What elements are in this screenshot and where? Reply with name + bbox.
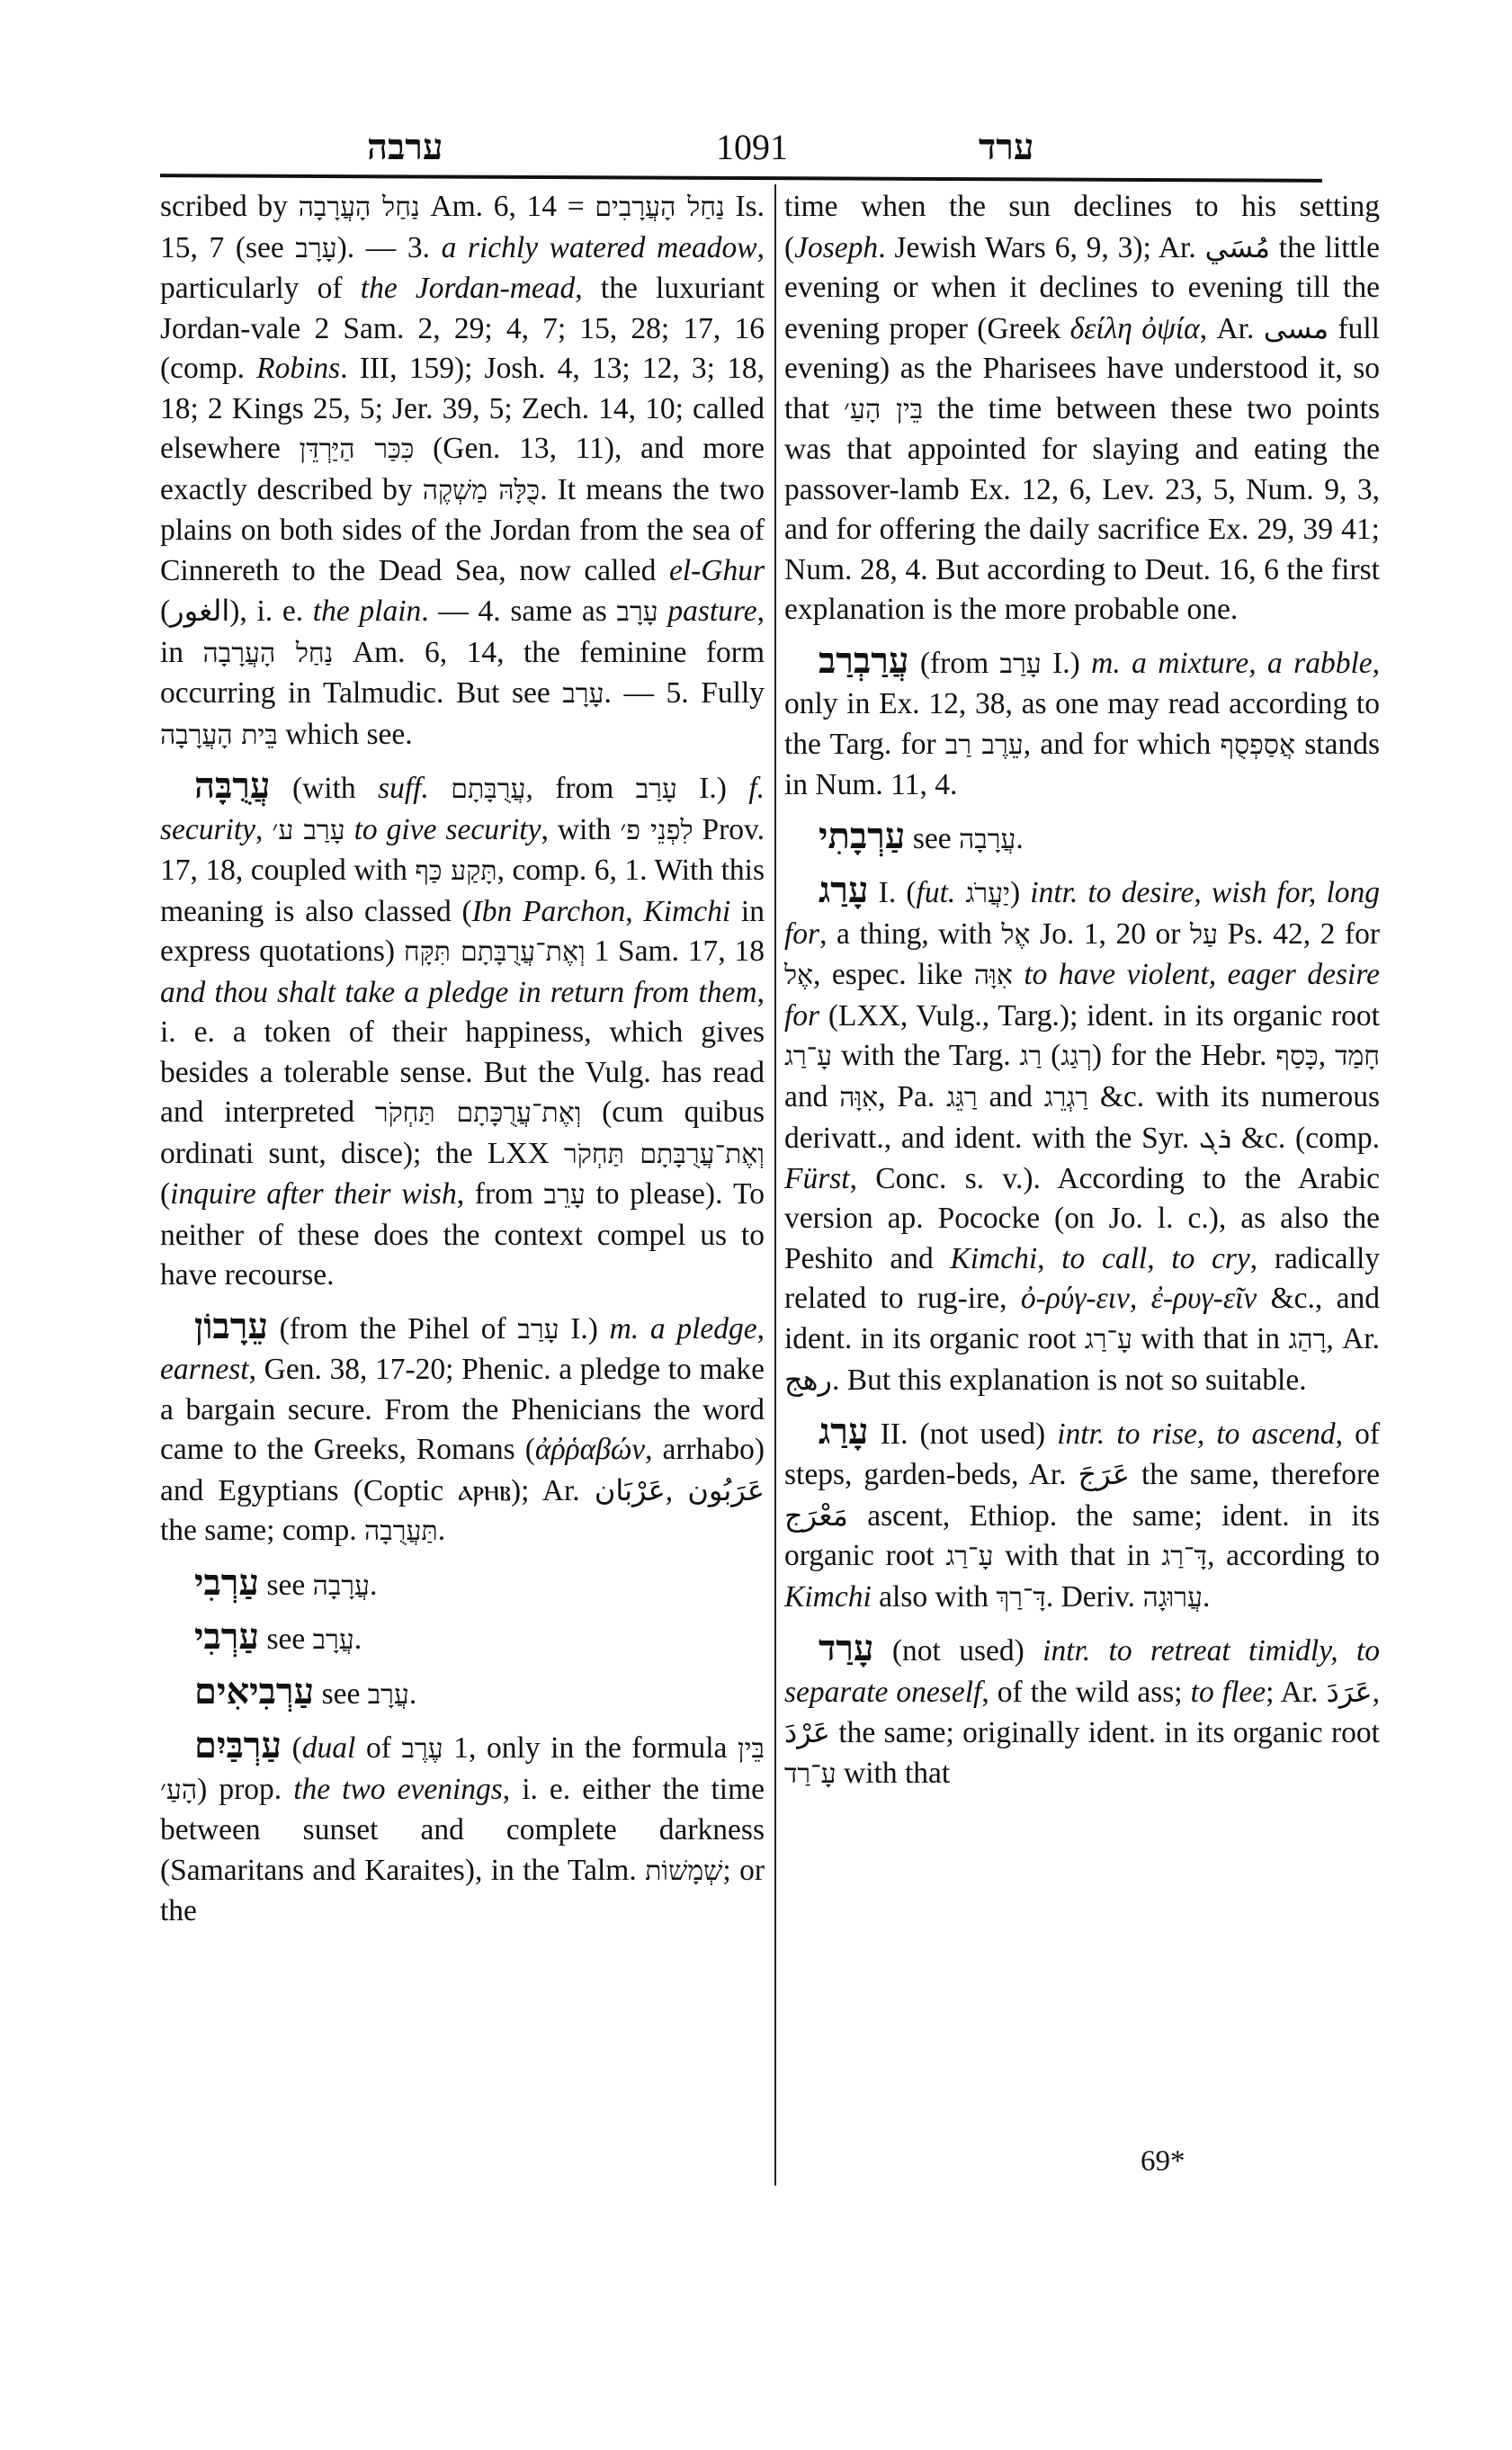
running-head-left-word: ערבה	[367, 126, 443, 168]
hebrew-text: עֲרוּגָה	[1142, 1581, 1203, 1614]
headword: עֵרָבוֹן	[194, 1304, 268, 1347]
hebrew-text: וְאֶת־עֲרֻכָּתָם תַּחְקֹר	[374, 1097, 582, 1129]
syriac-text: ܪܓ	[1199, 1121, 1232, 1155]
headword: עֲרֻבָּה	[194, 765, 271, 807]
hebrew-text: רְגַג	[1060, 1041, 1092, 1072]
hebrew-text: כָּסַף	[1275, 1041, 1319, 1072]
entry-arviim: עַרְבִיאִים see עֲרָב.	[194, 1669, 417, 1712]
hebrew-text: אֶל	[1001, 918, 1031, 951]
hebrew-text: לִפְנֵי פ׳	[620, 814, 693, 846]
hebrew-text: רָהַג	[1288, 1323, 1327, 1355]
hebrew-text: עָרֵב	[543, 1179, 586, 1211]
hebrew-text: כֻּלָּהּ מַשְׁקֶה	[422, 474, 541, 506]
entry-arvati: עַרְבָתִי see עֲרָבָה.	[819, 814, 1024, 857]
right-column	[784, 187, 1380, 1794]
arabic-text: مسى	[1263, 310, 1329, 345]
hebrew-text: עֲרָבָה	[958, 823, 1016, 855]
running-head-right-word: ערד	[979, 126, 1034, 168]
hebrew-text: עֲרָבָה	[312, 1569, 371, 1602]
entry-continuation-arabah: scribed by נַחַל הָעֲרָבָה Am. 6, 14 = נַחַל הָעֲרָבִים Is. 15, 7 (see עָרָב). — 3. a richly watered meadow, particularly of the Jordan-mead, the luxuriant Jordan-vale 2 Sam. 2, 29; 4, 7; 15, 28; 17, 16 (comp. Robins. III, 159); Josh. 4, 13; 12, 3; 18, 18; 2 Kings 25, 5; Jer. 39, 5; Zech. 14, 10; called elsewhere כִּכַּר הַיַּרְדֵּן (Gen. 13, 11), and more exactly described by כֻּלָּהּ מַשְׁקֶה. It means the two plains on both sides of the Jordan from the sea of Cinnereth to the Dead Sea, now called el-Ghur (الغور), i. e. the plain. — 4. same as עָרָב pasture, in נַחַל הָעֲרָבָה Am. 6, 14, the feminine form occurring in Talmudic. But see עָרָב. — 5. Fully בֵּית הָעֲרָבָה which see.	[160, 190, 765, 751]
greek-text: ἀῤῥαβών	[534, 1433, 646, 1466]
hebrew-text: וְאֶת־עֲרֻבָּתָם תַּחְקֹר	[564, 1138, 765, 1170]
greek-text: δείλη ὀψία	[1069, 311, 1200, 345]
headword: עַרְבִי	[194, 1615, 260, 1658]
hebrew-text: עָ־רַג	[784, 1041, 833, 1072]
hebrew-text: עָרַב	[635, 773, 677, 805]
headword: עַרְבִי	[194, 1560, 260, 1604]
hebrew-text: אִוָּה	[973, 960, 1013, 991]
headword: עָרַג	[819, 869, 869, 911]
hebrew-text: וְאֶת־עֲרֻבָּתָם תִּקָּח	[403, 936, 586, 968]
hebrew-text: עָ־רַג	[1084, 1323, 1132, 1355]
arabic-text: الغور	[170, 594, 230, 628]
entry-arbayim: עַרְבַּיִם (dual of עֶרֶב 1, only in the formula בֵּין הָעַ׳) prop. the two evenings, i. e. either the time between sunset and complete darkness (Samaritans and Karaites), in the Talm. שְׁמָשׁוֹת; or the	[160, 1724, 765, 1927]
hebrew-text: עָרַב	[999, 648, 1042, 680]
hebrew-text: עַל	[1190, 918, 1219, 951]
hebrew-text: עָרַב	[517, 1313, 559, 1346]
hebrew-text: דָּ־רַךְ	[996, 1581, 1046, 1614]
hebrew-text: עֲרָב	[312, 1624, 354, 1656]
hebrew-text: עֲרֻבָּתָם	[451, 773, 526, 805]
arabic-text: مَعْرَج	[784, 1498, 848, 1533]
headword: עָרַג	[819, 1409, 869, 1453]
running-head	[160, 126, 1320, 180]
left-column	[160, 187, 765, 1932]
hebrew-text: בֵּית הָעֲרָבָה	[160, 719, 278, 751]
hebrew-text: תַּעֲרֻבָה	[364, 1516, 438, 1547]
hebrew-text: נַחַל הָעֲרָבִים	[595, 192, 725, 223]
arabic-text: رهج	[784, 1363, 832, 1397]
page-number: 1091	[716, 127, 788, 167]
entry-eravon: עֵרָבוֹן (from the Pihel of עָרַב I.) m. a pledge, earnest, Gen. 38, 17-20; Phenic. a pledge to make a bargain secure. From the Phenicians the word came to the Greeks, Romans (ἀῤῥαβών, arrhabo) and Egyptians (Coptic ⲁⲣⲏⲃ); Ar. عَرْبَان, عَرَبُون the same; comp. תַּעֲרֻבָה.	[160, 1304, 765, 1547]
headword: עַרְבִיאִים	[194, 1669, 315, 1712]
entry-arvi-1: עַרְבִי see עֲרָבָה.	[194, 1560, 378, 1604]
hebrew-text: עָ־רַד	[784, 1757, 837, 1790]
hebrew-text: עֲרָב	[367, 1678, 409, 1711]
hebrew-text: רַג	[1019, 1041, 1042, 1072]
entry-aravrav: עֲרַבְרַב (from עָרַב I.) m. a mixture, a rabble, only in Ex. 12, 38, as one may read according to the Targ. for עֵרֶב רַב, and for which אֲסַפְסֻף stands in Num. 11, 4.	[784, 639, 1381, 801]
greek-text: ὀ-ρύγ-ειν, ἐ-ρυγ-εῖν	[1020, 1282, 1257, 1315]
hebrew-text: אֶל	[784, 960, 814, 991]
hebrew-text: אֲסַפְסֻף	[1220, 729, 1295, 761]
printer-signature: 69*	[1141, 2145, 1185, 2177]
coptic-text: ⲁⲣⲏⲃ	[458, 1473, 511, 1507]
entry-arvi-2: עַרְבִי see עֲרָב.	[194, 1615, 362, 1658]
headword: עַרְבַּיִם	[194, 1724, 282, 1766]
hebrew-text: עָרַב ע׳	[272, 814, 345, 846]
hebrew-text: אִוָּה	[839, 1081, 879, 1113]
arabic-text: عَرَدَ	[1326, 1674, 1373, 1709]
arabic-text: عَرَبُون	[687, 1472, 765, 1507]
entry-arag-2: עָרַג II. (not used) intr. to rise, to ascend, of steps, garden-beds, Ar. عَرَجَ the same, therefore مَعْرَج ascent, Ethiop. the same; ident. in its organic root עָ־רַג with that in דָּ־רַג, according to Kimchi also with דָּ־רַךְ. Deriv. עֲרוּגָה.	[784, 1409, 1381, 1614]
arabic-text: عَرْدَ	[784, 1715, 830, 1749]
entry-arad: עָרַד (not used) intr. to retreat timidly, to separate oneself, of the wild ass; to flee; Ar. عَرَدَ, عَرْدَ the same; originally ident. in its organic root עָ־רַד with that	[784, 1627, 1381, 1790]
hebrew-text: דָּ־רַג	[1161, 1541, 1207, 1572]
column-divider	[774, 184, 776, 2186]
hebrew-text: עֶרֶב	[401, 1733, 443, 1765]
hebrew-text: בֵּין הָעַ׳	[160, 1733, 765, 1806]
hebrew-text: כִּכַּר הַיַּרְדֵּן	[299, 434, 415, 465]
entry-arubbah: עֲרֻבָּה (with suff. עֲרֻבָּתָם, from עָרַב I.) f. security, עָרַב ע׳ to give security, with לִפְנֵי פ׳ Prov. 17, 18, coupled with תָּקַע כַּף, comp. 6, 1. With this meaning is also classed (Ibn Parchon, Kimchi in express quotations) וְאֶת־עֲרֻבָּתָם תִּקָּח 1 Sam. 17, 18 and thou shalt take a pledge in return from them, i. e. a token of their happiness, which gives besides a tolerable sense. But the Vulg. has read and interpreted וְאֶת־עֲרֻכָּתָם תַּחְקֹר (cum quibus ordinati sunt, disce); the LXX וְאֶת־עֲרֻבָּתָם תַּחְקֹר (inquire after their wish, from עָרֵב to please). To neither of these does the context compel us to have recourse.	[160, 765, 765, 1292]
hebrew-text: עָרָב	[562, 678, 604, 710]
headword: עֲרַבְרַב	[819, 639, 909, 682]
hebrew-text: רַגְרֵג	[1043, 1081, 1088, 1113]
entry-arag-1: עָרַג I. (fut. יַעֲרֹג) intr. to desire, wish for, long for, a thing, with אֶל Jo. 1, 20 or עַל Ps. 42, 2 for אֶל, espec. like אִוָּה to have violent, eager desire for (LXX, Vulg., Targ.); ident. in its organic root עָ־רַג with the Targ. רַג (רְגַג) for the Hebr. כָּסַף, חָמַד and אִוָּה, Pa. רַגֵּג and רַגְרֵג &c. with its numerous derivatt., and ident. with the Syr. ܪܓ &c. (comp. Fürst, Conc. s. v.). According to the Arabic version ap. Pococke (on Jo. l. c.), as also the Peshito and Kimchi, to call, to cry, radically related to rug-ire, ὀ-ρύγ-ειν, ἐ-ρυγ-εῖν &c., and ident. in its organic root עָ־רַג with that in רָהַג, Ar. رهج. But this explanation is not so suitable.	[784, 869, 1381, 1397]
hebrew-text: עָרָב	[295, 232, 337, 264]
arabic-text: عَرْبَان	[594, 1472, 666, 1507]
headword: עַרְבָתִי	[819, 814, 906, 857]
arabic-text: عَرَجَ	[1078, 1457, 1130, 1491]
headword: עָרַד	[819, 1627, 874, 1669]
hebrew-text: חָמַד	[1335, 1041, 1381, 1072]
hebrew-text: נַחַל הָעֲרָבָה	[298, 192, 420, 223]
entry-continuation-arbayim: time when the sun declines to his setting (Joseph. Jewish Wars 6, 9, 3); Ar. مُسَي the little evening or when it declines to evening till the evening proper (Greek δείλη ὀψία, Ar. مسى full evening) as the Pharisees have understood it, so that בֵּין הָעַ׳ the time between these two points was that appointed for slaying and eating the passover-lamb Ex. 12, 6, Lev. 23, 5, Num. 9, 3, and for offering the daily sacrifice Ex. 29, 39 41; Num. 28, 4. But according to Deut. 16, 6 the first explanation is the more probable one.	[784, 190, 1381, 626]
hebrew-text: עָרָב	[616, 596, 658, 628]
hebrew-text: עָ־רַג	[945, 1541, 994, 1572]
hebrew-text: רַגֵּג	[946, 1081, 978, 1113]
hebrew-text: נַחַל הָעֲרָבָה	[202, 637, 334, 669]
arabic-text: مُسَي	[1204, 229, 1270, 264]
hebrew-text: בֵּין הָעַ׳	[844, 393, 924, 425]
hebrew-text: עֵרֶב רַב	[944, 729, 1024, 761]
hebrew-text: תָּקַע כַּף	[415, 855, 497, 887]
hebrew-text: יַעֲרֹג	[965, 878, 1010, 909]
hebrew-text: שְׁמָשׁוֹת	[645, 1855, 723, 1887]
